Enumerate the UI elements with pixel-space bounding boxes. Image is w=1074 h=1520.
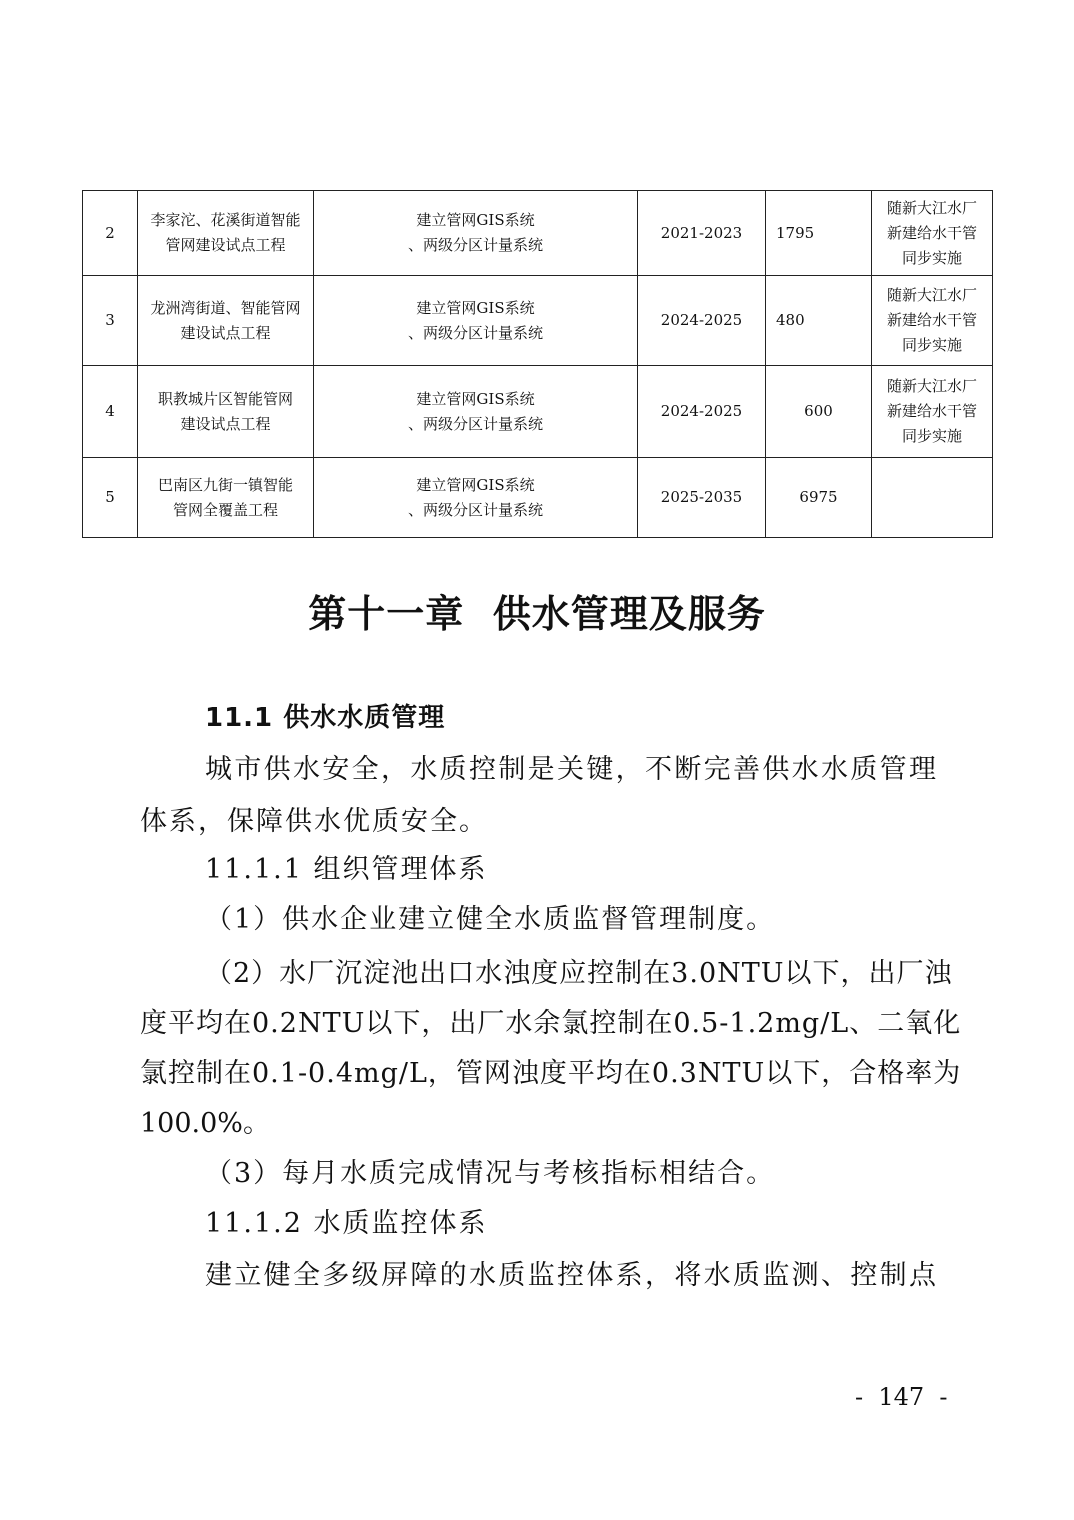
cell-content: 建立管网GIS系统 、两级分区计量系统 xyxy=(314,458,638,538)
cell-name: 龙洲湾街道、智能管网 建设试点工程 xyxy=(138,276,314,366)
cell-remark: 随新大江水厂 新建给水干管 同步实施 xyxy=(872,191,993,276)
cell-remark xyxy=(872,458,993,538)
section-heading-11-1-2: 11.1.2 水质监控体系 xyxy=(205,1208,488,1239)
list-item: （3）每月水质完成情况与考核指标相结合。 xyxy=(205,1158,776,1189)
project-table xyxy=(82,190,993,538)
cell-amount: 480 xyxy=(766,276,872,366)
page-number: - 147 - xyxy=(855,1383,948,1411)
cell-no: 4 xyxy=(83,366,138,458)
table-row xyxy=(83,458,993,538)
list-item: （1）供水企业建立健全水质监督管理制度。 xyxy=(205,904,776,935)
section-heading-11-1: 11.1 供水水质管理 xyxy=(205,703,446,733)
list-item-line: （2）水厂沉淀池出口水浊度应控制在3.0NTU以下，出厂浊 xyxy=(205,958,953,989)
cell-no: 3 xyxy=(83,276,138,366)
cell-name: 巴南区九街一镇智能 管网全覆盖工程 xyxy=(138,458,314,538)
table-row xyxy=(83,276,993,366)
cell-amount: 600 xyxy=(766,366,872,458)
cell-period: 2025-2035 xyxy=(638,458,766,538)
list-item-line: 氯控制在0.1-0.4mg/L，管网浊度平均在0.3NTU以下，合格率为 xyxy=(140,1058,962,1089)
chapter-title: 第十一章 供水管理及服务 xyxy=(308,591,766,636)
paragraph-line: 建立健全多级屏障的水质监控体系，将水质监测、控制点 xyxy=(205,1260,937,1291)
cell-name: 职教城片区智能管网 建设试点工程 xyxy=(138,366,314,458)
list-item-line: 度平均在0.2NTU以下，出厂水余氯控制在0.5-1.2mg/L、二氧化 xyxy=(140,1008,962,1039)
cell-no: 2 xyxy=(83,191,138,276)
cell-content: 建立管网GIS系统 、两级分区计量系统 xyxy=(314,276,638,366)
intro-paragraph-line: 体系，保障供水优质安全。 xyxy=(140,806,488,837)
cell-content: 建立管网GIS系统 、两级分区计量系统 xyxy=(314,191,638,276)
cell-remark: 随新大江水厂 新建给水干管 同步实施 xyxy=(872,366,993,458)
cell-content: 建立管网GIS系统 、两级分区计量系统 xyxy=(314,366,638,458)
section-heading-11-1-1: 11.1.1 组织管理体系 xyxy=(205,854,488,885)
table-row xyxy=(83,191,993,276)
cell-remark: 随新大江水厂 新建给水干管 同步实施 xyxy=(872,276,993,366)
cell-period: 2021-2023 xyxy=(638,191,766,276)
cell-no: 5 xyxy=(83,458,138,538)
table-row xyxy=(83,366,993,458)
cell-period: 2024-2025 xyxy=(638,366,766,458)
intro-paragraph-line: 城市供水安全，水质控制是关键，不断完善供水水质管理 xyxy=(205,754,937,785)
cell-name: 李家沱、花溪街道智能 管网建设试点工程 xyxy=(138,191,314,276)
cell-amount: 1795 xyxy=(766,191,872,276)
cell-period: 2024-2025 xyxy=(638,276,766,366)
list-item-line: 100.0%。 xyxy=(140,1108,270,1139)
cell-amount: 6975 xyxy=(766,458,872,538)
